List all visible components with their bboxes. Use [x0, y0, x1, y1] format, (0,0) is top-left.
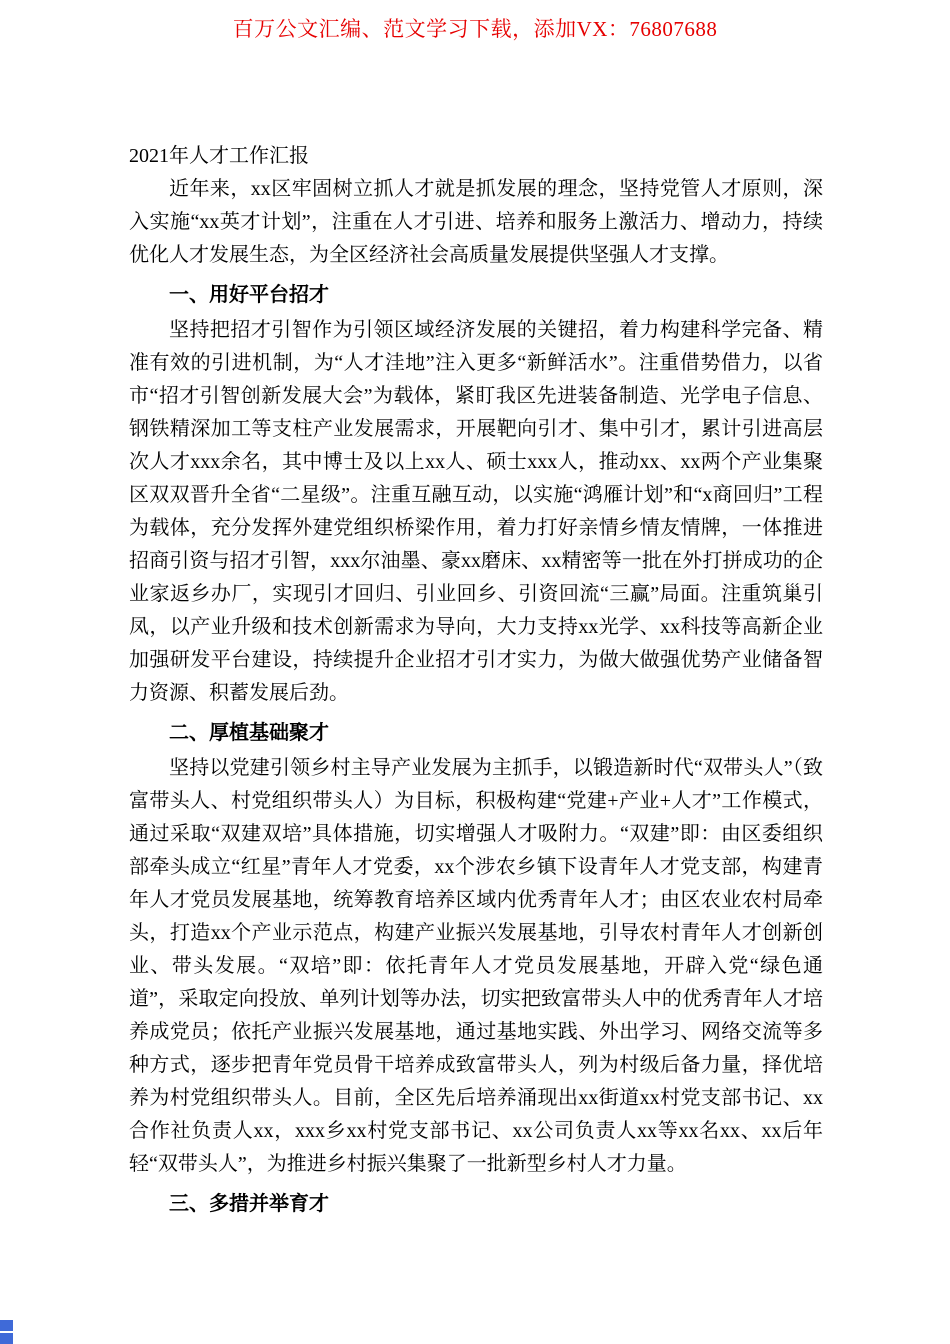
document-content [129, 140, 823, 1223]
blue-marker-bottom [0, 1333, 13, 1344]
document-title: 2021年人才工作汇报 [129, 145, 309, 167]
paragraph-section-2: 坚持以党建引领乡村主导产业发展为主抓手，以锻造新时代“双带头人”（致富带头人、村党组织带头人）为目标，积极构建“党建+产业+人才”工作模式，通过采取“双建双培”具体措施，切实增强人才吸附力。“双建”即：由区委组织部牵头成立“红星”青年人才党委，xx个涉农乡镇下设青年人才党支部，构建青年人才党员发展基地，统筹教育培养区域内优秀青年人才；由区农业农村局牵头，打造xx个产业示范点，构建产业振兴发展基地，引导农村青年人才创新创业、带头发展。“双培”即：依托青年人才党员发展基地，开辟入党“绿色通道”，采取定向投放、单列计划等办法，切实把致富带头人中的优秀青年人才培养成党员；依托产业振兴发展基地，通过基地实践、外出学习、网络交流等多种方式，逐步把青年党员骨干培养成致富带头人，列为村级后备力量，择优培养为村党组织带头人。目前，全区先后培养涌现出xx街道xx村党支部书记、xx合作社负责人xx，xxx乡xx村党支部书记、xx公司负责人xx等xx名xx、xx后年轻“双带头人”，为推进乡村振兴集聚了一批新型乡村人才力量。 [129, 757, 823, 1175]
section-heading-3: 三、多措并举育才 [169, 1193, 329, 1215]
paragraph-intro: 近年来，xx区牢固树立抓人才就是抓发展的理念，坚持党管人才原则，深入实施“xx英才计划”，注重在人才引进、培养和服务上激活力、增动力，持续优化人才发展生态，为全区经济社会高质量发展提供坚强人才支撑。 [129, 178, 823, 266]
section-heading-2: 二、厚植基础聚才 [169, 722, 329, 744]
bottom-left-markers [0, 1318, 14, 1344]
section-heading-1: 一、用好平台招才 [169, 284, 329, 306]
paragraph-section-1: 坚持把招才引智作为引领区域经济发展的关键招，着力构建科学完备、精准有效的引进机制，为“人才洼地”注入更多“新鲜活水”。注重借势借力，以省市“招才引智创新发展大会”为载体，紧盯我区先进装备制造、光学电子信息、钢铁精深加工等支柱产业发展需求，开展靶向引才、集中引才，累计引进高层次人才xxx余名，其中博士及以上xx人、硕士xxx人，推动xx、xx两个产业集聚区双双晋升全省“二星级”。注重互融互动，以实施“鸿雁计划”和“x商回归”工程为载体，充分发挥外建党组织桥梁作用，着力打好亲情乡情友情牌，一体推进招商引资与招才引智，xxx尔油墨、豪xx磨床、xx精密等一批在外打拼成功的企业家返乡办厂，实现引才回归、引业回乡、引资回流“三赢”局面。注重筑巢引凤，以产业升级和技术创新需求为导向，大力支持xx光学、xx科技等高新企业加强研发平台建设，持续提升企业招才引才实力，为做大做强优势产业储备智力资源、积蓄发展后劲。 [129, 319, 823, 704]
promo-banner: 百万公文汇编、范文学习下载，添加VX：76807688 [232, 17, 718, 41]
blue-marker-top [0, 1320, 13, 1331]
